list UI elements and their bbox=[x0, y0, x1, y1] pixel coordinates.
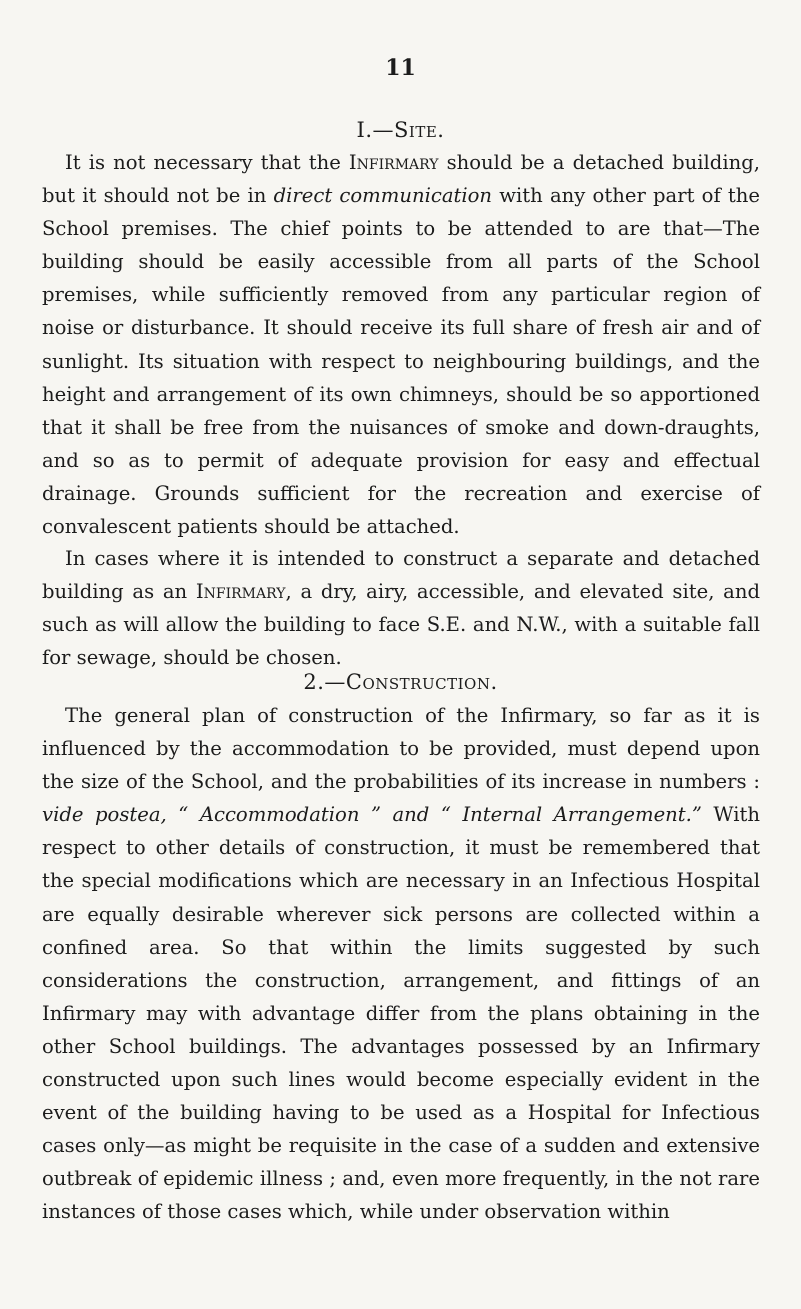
paragraph-text: It is not necessary that the bbox=[65, 151, 349, 174]
italic-reference: vide postea, “ Accommodation ” and “ Internal Arrangement.” bbox=[42, 803, 702, 827]
section-number: 2. bbox=[303, 670, 325, 694]
paragraph-text: In cases where it is intended to construct a separate and detached building as an bbox=[42, 547, 760, 604]
page-number: 11 bbox=[385, 55, 416, 81]
small-caps-term: Infirmary bbox=[195, 580, 286, 604]
section-title: Site. bbox=[394, 118, 445, 142]
section-title: Construction. bbox=[345, 670, 498, 694]
paragraph-text: with any other part of the School premises. The chief points to be attended to are that—The building should be easily accessible from all parts of the School premises, while sufficiently removed from any particular region of noise or disturbance. It should receive its full share of fresh air and of sunlight. Its situation with respect to neighbouring buildings, and the height and arrangement of its own chimneys, should be so apportioned that it shall be free from the nuisances of smoke and down-draughts, and so as to permit of adequate provision for easy and effectual drainage. Grounds sufficient for the recreation and exercise of convalescent patients should be attached. bbox=[42, 184, 761, 539]
small-caps-term: Infirmary bbox=[348, 151, 439, 174]
section-heading-construction: 2.—Construction. bbox=[303, 670, 498, 694]
italic-term: direct communication bbox=[273, 184, 493, 208]
section-heading-site: I.—Site. bbox=[356, 118, 445, 142]
section-number: I. bbox=[356, 118, 373, 142]
paragraph-text: With respect to other details of construction, it must be remembered that the special modifications which are necessary in an Infectious Hospital are equally desirable wherever sick persons are collected within a confined area. So that within the limits suggested by such considerations the construction, arrangement, and fittings of an Infirmary may with advantage differ from the plans obtaining in the other School buildings. The advantages possessed by an Infirmary constructed upon such lines would become especially evident in the event of the building having to be used as a Hospital for Infectious cases only—as might be requisite in the case of a sudden and extensive outbreak of epidemic illness ; and, even more frequently, in the not rare instances of those cases which, while under observation within bbox=[42, 803, 760, 1224]
paragraph-site-1 bbox=[42, 146, 760, 543]
paragraph-text: , a dry, airy, accessible, and elevated site, and such as will allow the building to face S.E. and N.W., with a suitable fall for sewage, should be chosen. bbox=[42, 580, 761, 670]
paragraph-site-2 bbox=[42, 542, 760, 674]
paragraph-text: The general plan of construction of the Infirmary, so far as it is influenced by the accommodation to be provided, must depend upon the size of the School, and the probabilities of its increase in numbers : bbox=[42, 704, 760, 794]
paragraph-text: should be a detached building, but it should not be in bbox=[42, 151, 760, 208]
paragraph-construction bbox=[42, 699, 760, 1229]
